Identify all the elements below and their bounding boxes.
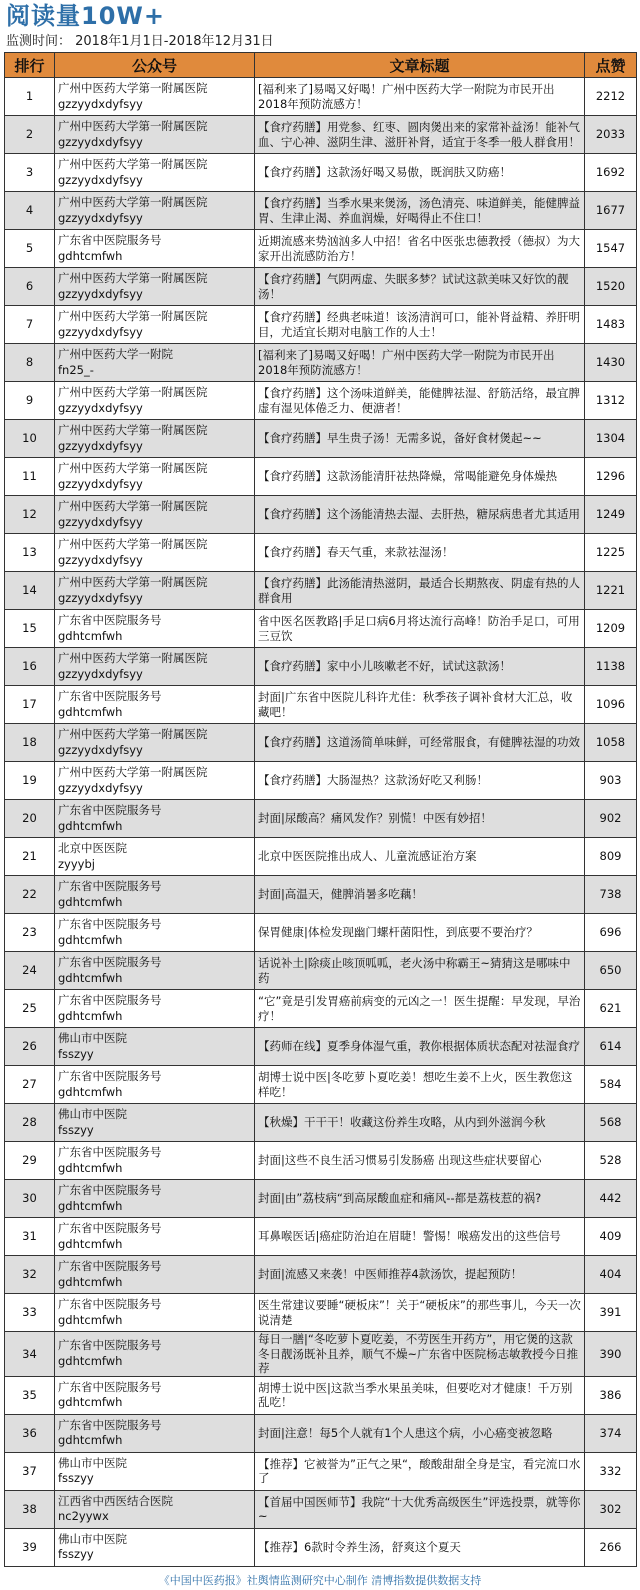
account-name: 广东省中医院服务号 — [58, 233, 162, 247]
account-cell — [55, 1142, 255, 1180]
likes-cell: 1249 — [585, 496, 637, 534]
rank-cell: 13 — [5, 534, 55, 572]
rank-cell: 5 — [5, 230, 55, 268]
table-row — [5, 1028, 637, 1066]
page-title: 阅读量10W+ — [6, 2, 165, 30]
account-id: gzzyydxdyfsyy — [58, 400, 143, 415]
likes-cell: 614 — [585, 1028, 637, 1066]
likes-cell: 1296 — [585, 458, 637, 496]
rank-cell: 36 — [5, 1414, 55, 1452]
account-name: 广州中医药大学第一附属医院 — [58, 727, 208, 741]
account-cell — [55, 420, 255, 458]
table-row — [5, 572, 637, 610]
likes-cell: 332 — [585, 1452, 637, 1490]
account-name: 广东省中医院服务号 — [58, 1069, 162, 1083]
rank-cell: 1 — [5, 78, 55, 116]
likes-cell: 1483 — [585, 306, 637, 344]
article-title-cell: 【食疗药膳】这款汤能清肝祛热降燥，常喝能避免身体燥热 — [255, 458, 585, 496]
account-id: gzzyydxdyfsyy — [58, 780, 143, 795]
account-name: 佛山市中医院 — [58, 1107, 127, 1121]
article-title-cell: 【首届中国医师节】我院“十大优秀高级医生”评选投票，就等你~ — [255, 1490, 585, 1528]
rank-cell: 9 — [5, 382, 55, 420]
account-id: gdhtcmfwh — [58, 818, 123, 833]
account-cell — [55, 1452, 255, 1490]
likes-cell: 386 — [585, 1376, 637, 1414]
account-name: 广东省中医院服务号 — [58, 1379, 162, 1394]
account-id: gzzyydxdyfsyy — [58, 134, 143, 149]
rank-cell: 38 — [5, 1490, 55, 1528]
rank-cell: 14 — [5, 572, 55, 610]
monitoring-period: 监测时间： 2018年1月1日-2018年12月31日 — [6, 34, 274, 49]
column-header-likes: 点赞 — [585, 53, 637, 78]
account-cell — [55, 610, 255, 648]
column-header-rank: 排行 — [5, 53, 55, 78]
account-cell — [55, 1066, 255, 1104]
account-name: 广州中医药大学第一附属医院 — [58, 499, 208, 513]
account-name: 佛山市中医院 — [58, 1031, 127, 1045]
likes-cell: 584 — [585, 1066, 637, 1104]
article-title-cell: 【食疗药膳】用党参、红枣、圆肉煲出来的家常补益汤！能补气血、宁心神、滋阴生津、滋肝补肾，适宜于冬季一般人群食用！ — [255, 116, 585, 154]
likes-cell: 1677 — [585, 192, 637, 230]
table-row — [5, 1104, 637, 1142]
article-title-cell: 封面|尿酸高？痛风发作？别慌！中医有妙招！ — [255, 800, 585, 838]
likes-cell: 1520 — [585, 268, 637, 306]
table-row — [5, 192, 637, 230]
likes-cell: 1547 — [585, 230, 637, 268]
account-cell — [55, 192, 255, 230]
account-cell — [55, 952, 255, 990]
likes-cell: 696 — [585, 914, 637, 952]
account-cell — [55, 876, 255, 914]
account-cell — [55, 686, 255, 724]
account-cell — [55, 1104, 255, 1142]
article-title-cell: 【秋燥】干干干！收藏这份养生攻略，从内到外滋润今秋 — [255, 1104, 585, 1142]
account-name: 广东省中医院服务号 — [58, 1338, 162, 1353]
likes-cell: 266 — [585, 1528, 637, 1566]
account-name: 广东省中医院服务号 — [58, 1183, 162, 1197]
account-name: 广东省中医院服务号 — [58, 917, 162, 931]
account-name: 广东省中医院服务号 — [58, 803, 162, 817]
rank-cell: 24 — [5, 952, 55, 990]
account-name: 广东省中医院服务号 — [58, 879, 162, 893]
article-title-cell: 每日一膳|“冬吃萝卜夏吃姜，不劳医生开药方”，用它煲的这款冬日靓汤既补且养，顺气不燥~广东省中医院杨志敏教授今日推荐 — [255, 1332, 585, 1377]
account-name: 广东省中医院服务号 — [58, 1417, 162, 1432]
article-title-cell: 【食疗药膳】这款汤好喝又易傲，既润肤又防癌！ — [255, 154, 585, 192]
account-cell — [55, 800, 255, 838]
table-row — [5, 1490, 637, 1528]
account-name: 广州中医药大学第一附属医院 — [58, 575, 208, 589]
likes-cell: 902 — [585, 800, 637, 838]
table-row — [5, 420, 637, 458]
article-title-cell: 保胃健康|体检发现幽门螺杆菌阳性，到底要不要治疗？ — [255, 914, 585, 952]
table-row — [5, 724, 637, 762]
account-name: 广东省中医院服务号 — [58, 689, 162, 703]
rank-cell: 20 — [5, 800, 55, 838]
likes-cell: 650 — [585, 952, 637, 990]
article-title-cell: 省中医名医教路|手足口病6月将达流行高峰！防治手足口，可用三豆饮 — [255, 610, 585, 648]
table-row — [5, 154, 637, 192]
account-cell — [55, 762, 255, 800]
article-title-cell: 封面|流感又来袭！中医师推荐4款汤饮，提起预防！ — [255, 1256, 585, 1294]
table-row — [5, 306, 637, 344]
account-id: gdhtcmfwh — [58, 1274, 123, 1289]
account-name: 广东省中医院服务号 — [58, 993, 162, 1007]
rank-cell: 27 — [5, 1066, 55, 1104]
account-name: 广东省中医院服务号 — [58, 1221, 162, 1235]
account-id: gdhtcmfwh — [58, 932, 123, 947]
rank-cell: 18 — [5, 724, 55, 762]
account-id: gzzyydxdyfsyy — [58, 552, 143, 567]
account-id: gzzyydxdyfsyy — [58, 210, 143, 225]
account-id: gdhtcmfwh — [58, 1008, 123, 1023]
rank-cell: 31 — [5, 1218, 55, 1256]
account-id: gdhtcmfwh — [58, 1353, 123, 1368]
likes-cell: 568 — [585, 1104, 637, 1142]
account-cell — [55, 914, 255, 952]
table-row — [5, 268, 637, 306]
rank-cell: 37 — [5, 1452, 55, 1490]
rank-cell: 30 — [5, 1180, 55, 1218]
account-cell — [55, 230, 255, 268]
article-title-cell: 【食疗药膳】早生贵子汤！无需多说，备好食材煲起~~ — [255, 420, 585, 458]
likes-cell: 809 — [585, 838, 637, 876]
likes-cell: 1304 — [585, 420, 637, 458]
account-cell — [55, 306, 255, 344]
article-title-cell: 【食疗药膳】这道汤简单味鲜，可经常服食，有健脾祛湿的功效 — [255, 724, 585, 762]
account-cell — [55, 572, 255, 610]
likes-cell: 1138 — [585, 648, 637, 686]
likes-cell: 1430 — [585, 344, 637, 382]
account-id: gzzyydxdyfsyy — [58, 286, 143, 301]
likes-cell: 1221 — [585, 572, 637, 610]
rank-cell: 25 — [5, 990, 55, 1028]
rank-cell: 17 — [5, 686, 55, 724]
table-row — [5, 382, 637, 420]
likes-cell: 528 — [585, 1142, 637, 1180]
rank-cell: 4 — [5, 192, 55, 230]
table-row — [5, 496, 637, 534]
article-title-cell: 胡博士说中医|这款当季水果虽美味，但要吃对才健康！千万别乱吃！ — [255, 1376, 585, 1414]
rank-cell: 10 — [5, 420, 55, 458]
article-title-cell: 【食疗药膳】春天气重，来款祛湿汤！ — [255, 534, 585, 572]
account-id: gzzyydxdyfsyy — [58, 438, 143, 453]
account-cell — [55, 724, 255, 762]
article-title-cell: 耳鼻喉医话|癌症防治迫在眉睫！警惕！喉癌发出的这些信号 — [255, 1218, 585, 1256]
table-row — [5, 1294, 637, 1332]
account-id: gdhtcmfwh — [58, 1084, 123, 1099]
account-cell — [55, 78, 255, 116]
article-title-cell: 【食疗药膳】经典老味道！该汤清润可口，能补肾益精、养肝明目，尤适宜长期对电脑工作的人士！ — [255, 306, 585, 344]
account-id: gdhtcmfwh — [58, 1395, 123, 1409]
rank-cell: 8 — [5, 344, 55, 382]
account-id: fsszyy — [58, 1046, 94, 1061]
article-title-cell: 【药师在线】夏季身体湿气重，教你根据体质状态配对祛湿食疗 — [255, 1028, 585, 1066]
article-title-cell: 封面|高温天，健脾消暑多吃藕！ — [255, 876, 585, 914]
table-row — [5, 1332, 637, 1377]
table-row — [5, 1180, 637, 1218]
article-title-cell: [福利来了]易喝又好喝！广州中医药大学一附院为市民开出2018年预防流感方！ — [255, 78, 585, 116]
account-id: gdhtcmfwh — [58, 704, 123, 719]
likes-cell: 302 — [585, 1490, 637, 1528]
likes-cell: 374 — [585, 1414, 637, 1452]
rank-cell: 34 — [5, 1332, 55, 1377]
account-id: gdhtcmfwh — [58, 1160, 123, 1175]
account-name: 广州中医药大学第一附属医院 — [58, 195, 208, 209]
table-row — [5, 534, 637, 572]
account-cell — [55, 1332, 255, 1377]
account-id: fsszyy — [58, 1471, 94, 1485]
account-name: 广州中医药大学第一附属医院 — [58, 81, 208, 95]
account-cell — [55, 1490, 255, 1528]
account-id: zyyybj — [58, 856, 95, 871]
likes-cell: 1096 — [585, 686, 637, 724]
account-id: gzzyydxdyfsyy — [58, 476, 143, 491]
account-name: 佛山市中医院 — [58, 1531, 127, 1546]
account-id: gzzyydxdyfsyy — [58, 172, 143, 187]
table-row — [5, 990, 637, 1028]
table-row — [5, 1256, 637, 1294]
likes-cell: 391 — [585, 1294, 637, 1332]
article-title-cell: 封面|这些不良生活习惯易引发肠癌 出现这些症状要留心 — [255, 1142, 585, 1180]
likes-cell: 2033 — [585, 116, 637, 154]
article-title-cell: 胡博士说中医|冬吃萝卜夏吃姜！想吃生姜不上火，医生教您这样吃！ — [255, 1066, 585, 1104]
rank-cell: 28 — [5, 1104, 55, 1142]
account-cell — [55, 1180, 255, 1218]
account-id: gdhtcmfwh — [58, 1198, 123, 1213]
article-title-cell: 话说补土|除痰止咳顶呱呱，老火汤中称霸王~猜猜这是哪味中药 — [255, 952, 585, 990]
table-header-row — [5, 53, 637, 78]
article-title-cell: 医生常建议要睡“硬板床”！关于“硬板床”的那些事儿，今天一次说清楚 — [255, 1294, 585, 1332]
account-cell — [55, 496, 255, 534]
account-cell — [55, 1414, 255, 1452]
likes-cell: 1692 — [585, 154, 637, 192]
account-name: 广州中医药大学第一附属医院 — [58, 537, 208, 551]
rank-cell: 16 — [5, 648, 55, 686]
likes-cell: 1225 — [585, 534, 637, 572]
account-cell — [55, 154, 255, 192]
account-cell — [55, 268, 255, 306]
rank-cell: 29 — [5, 1142, 55, 1180]
table-row — [5, 1452, 637, 1490]
account-cell — [55, 838, 255, 876]
account-id: gdhtcmfwh — [58, 894, 123, 909]
account-name: 江西省中西医结合医院 — [58, 1493, 173, 1508]
table-row — [5, 686, 637, 724]
account-name: 广州中医药大学第一附属医院 — [58, 119, 208, 133]
article-title-cell: [福利来了]易喝又好喝！广州中医药大学一附院为市民开出2018年预防流感方！ — [255, 344, 585, 382]
table-row — [5, 458, 637, 496]
table-row — [5, 78, 637, 116]
article-title-cell: 近期流感来势汹汹多人中招！省名中医张忠德教授（德叔）为大家开出流感防治方！ — [255, 230, 585, 268]
likes-cell: 442 — [585, 1180, 637, 1218]
rank-cell: 11 — [5, 458, 55, 496]
account-cell — [55, 1256, 255, 1294]
article-title-cell: 【食疗药膳】这个汤能清热去湿、去肝热，糖尿病患者尤其适用 — [255, 496, 585, 534]
likes-cell: 738 — [585, 876, 637, 914]
account-id: fsszyy — [58, 1122, 94, 1137]
account-cell — [55, 1294, 255, 1332]
account-cell — [55, 344, 255, 382]
likes-cell: 2212 — [585, 78, 637, 116]
likes-cell: 1312 — [585, 382, 637, 420]
article-title-cell: 封面|广东省中医院儿科许尤佳：秋季孩子调补食材大汇总，收藏吧！ — [255, 686, 585, 724]
account-name: 广州中医药大学第一附属医院 — [58, 423, 208, 437]
table-row — [5, 952, 637, 990]
account-id: fn25_- — [58, 362, 94, 377]
rank-cell: 39 — [5, 1528, 55, 1566]
article-title-cell: 【食疗药膳】气阴两虚、失眠多梦？试试这款美味又好饮的靓汤！ — [255, 268, 585, 306]
account-name: 广东省中医院服务号 — [58, 613, 162, 627]
table-row — [5, 1218, 637, 1256]
article-title-cell: 封面|注意！每5个人就有1个人患这个病，小心癌变被忽略 — [255, 1414, 585, 1452]
table-row — [5, 914, 637, 952]
rank-cell: 15 — [5, 610, 55, 648]
article-title-cell: 【食疗药膳】当季水果来煲汤，汤色清亮、味道鲜美，能健脾益胃、生津止渴、养血润燥，好喝得止不住口！ — [255, 192, 585, 230]
account-id: fsszyy — [58, 1547, 94, 1561]
account-name: 广州中医药大学第一附属医院 — [58, 157, 208, 171]
likes-cell: 390 — [585, 1332, 637, 1377]
account-id: gzzyydxdyfsyy — [58, 666, 143, 681]
table-row — [5, 116, 637, 154]
account-id: gdhtcmfwh — [58, 1433, 123, 1447]
table-row — [5, 800, 637, 838]
account-name: 广州中医药大学第一附属医院 — [58, 765, 208, 779]
account-name: 广东省中医院服务号 — [58, 955, 162, 969]
account-cell — [55, 116, 255, 154]
account-name: 广州中医药大学一附院 — [58, 347, 173, 361]
account-cell — [55, 1376, 255, 1414]
table-row — [5, 1528, 637, 1566]
account-cell — [55, 382, 255, 420]
rank-cell: 33 — [5, 1294, 55, 1332]
table-row — [5, 1376, 637, 1414]
account-name: 北京中医医院 — [58, 841, 127, 855]
rank-cell: 35 — [5, 1376, 55, 1414]
table-body — [5, 78, 637, 1567]
account-cell — [55, 1528, 255, 1566]
likes-cell: 621 — [585, 990, 637, 1028]
column-header-title: 文章标题 — [255, 53, 585, 78]
account-id: gdhtcmfwh — [58, 1312, 123, 1327]
table-row — [5, 762, 637, 800]
rank-cell: 23 — [5, 914, 55, 952]
account-id: gzzyydxdyfsyy — [58, 96, 143, 111]
table-row — [5, 648, 637, 686]
article-title-cell: 【推荐】6款时令养生汤，舒爽这个夏天 — [255, 1528, 585, 1566]
table-row — [5, 230, 637, 268]
rank-cell: 12 — [5, 496, 55, 534]
rank-cell: 3 — [5, 154, 55, 192]
article-title-cell: “它”竟是引发胃癌前病变的元凶之一！医生提醒：早发现，早治疗！ — [255, 990, 585, 1028]
account-cell — [55, 990, 255, 1028]
account-id: gdhtcmfwh — [58, 248, 123, 263]
rank-cell: 22 — [5, 876, 55, 914]
likes-cell: 1058 — [585, 724, 637, 762]
account-name: 佛山市中医院 — [58, 1455, 127, 1470]
rank-cell: 19 — [5, 762, 55, 800]
account-id: gzzyydxdyfsyy — [58, 590, 143, 605]
account-name: 广州中医药大学第一附属医院 — [58, 461, 208, 475]
account-id: gzzyydxdyfsyy — [58, 742, 143, 757]
article-title-cell: 【食疗药膳】此汤能清热滋阴，最适合长期熬夜、阴虚有热的人群食用 — [255, 572, 585, 610]
article-title-cell: 【食疗药膳】这个汤味道鲜美，能健脾祛湿、舒筋活络，最宜脾虚有湿见体倦乏力、便溏者！ — [255, 382, 585, 420]
rank-cell: 26 — [5, 1028, 55, 1066]
likes-cell: 404 — [585, 1256, 637, 1294]
table-row — [5, 344, 637, 382]
account-id: gdhtcmfwh — [58, 970, 123, 985]
footer-credit: 《中国中医药报》社舆情监测研究中心制作 清博指数提供数据支持 — [158, 1574, 482, 1587]
account-id: gdhtcmfwh — [58, 1236, 123, 1251]
table-row — [5, 1142, 637, 1180]
account-id: gdhtcmfwh — [58, 628, 123, 643]
account-cell — [55, 648, 255, 686]
article-title-cell: 【食疗药膳】家中小儿咳嗽老不好，试试这款汤！ — [255, 648, 585, 686]
column-header-account: 公众号 — [55, 53, 255, 78]
rank-cell: 21 — [5, 838, 55, 876]
article-title-cell: 【食疗药膳】大肠湿热？这款汤好吃又利肠！ — [255, 762, 585, 800]
account-name: 广州中医药大学第一附属医院 — [58, 309, 208, 323]
article-title-cell: 【推荐】它被誉为”正气之果“，酸酸甜甜全身是宝，看完流口水了 — [255, 1452, 585, 1490]
account-name: 广东省中医院服务号 — [58, 1145, 162, 1159]
rank-cell: 6 — [5, 268, 55, 306]
article-title-cell: 北京中医医院推出成人、儿童流感证治方案 — [255, 838, 585, 876]
account-id: gzzyydxdyfsyy — [58, 324, 143, 339]
likes-cell: 409 — [585, 1218, 637, 1256]
account-id: nc2yywx — [58, 1509, 109, 1523]
account-cell — [55, 1218, 255, 1256]
table-row — [5, 610, 637, 648]
account-cell — [55, 458, 255, 496]
rank-cell: 32 — [5, 1256, 55, 1294]
rank-cell: 2 — [5, 116, 55, 154]
table-row — [5, 838, 637, 876]
account-name: 广州中医药大学第一附属医院 — [58, 271, 208, 285]
account-cell — [55, 534, 255, 572]
likes-cell: 1209 — [585, 610, 637, 648]
account-id: gzzyydxdyfsyy — [58, 514, 143, 529]
account-name: 广州中医药大学第一附属医院 — [58, 385, 208, 399]
table-row — [5, 1414, 637, 1452]
account-cell — [55, 1028, 255, 1066]
rank-cell: 7 — [5, 306, 55, 344]
ranking-table — [4, 52, 637, 1567]
likes-cell: 903 — [585, 762, 637, 800]
account-name: 广东省中医院服务号 — [58, 1297, 162, 1311]
account-name: 广州中医药大学第一附属医院 — [58, 651, 208, 665]
account-name: 广东省中医院服务号 — [58, 1259, 162, 1273]
table-row — [5, 876, 637, 914]
table-row — [5, 1066, 637, 1104]
article-title-cell: 封面|由”荔枝病“到高尿酸血症和痛风--都是荔枝惹的祸? — [255, 1180, 585, 1218]
